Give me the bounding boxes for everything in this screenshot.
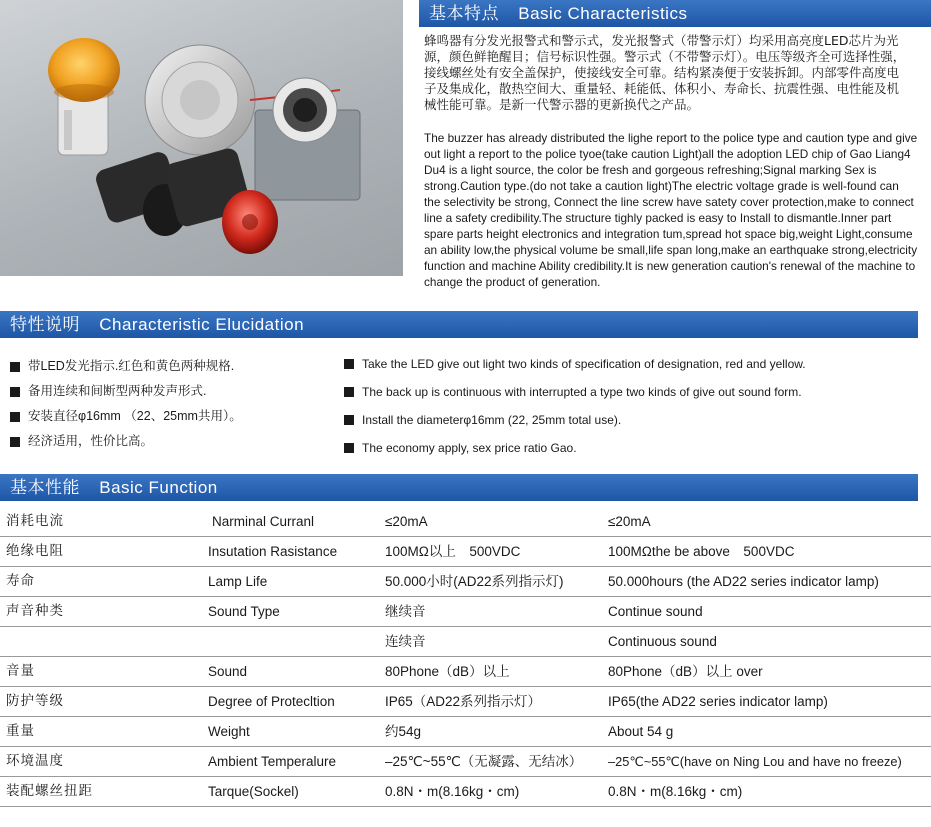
row-label-cn: 绝缘电阻 bbox=[6, 543, 64, 559]
bullet-item: The back up is continuous with interrupted a type two kinds of give out sound form. bbox=[344, 378, 806, 406]
row-value-cn: 100MΩ以上 500VDC bbox=[385, 544, 521, 559]
table-row bbox=[0, 627, 931, 657]
row-value-en: ≤20mA bbox=[608, 514, 651, 529]
row-label-en: Sound Type bbox=[208, 604, 280, 619]
row-value-cn: 约54g bbox=[385, 724, 422, 739]
table-row bbox=[0, 597, 931, 627]
section-header-basic-function bbox=[0, 474, 918, 501]
row-value-en: About 54 g bbox=[608, 724, 674, 739]
row-value-en: Continuous sound bbox=[608, 634, 717, 649]
bullet-item: Install the diameterφ16mm (22, 25mm total use). bbox=[344, 406, 806, 434]
row-label-en: Narminal Curranl bbox=[212, 514, 315, 529]
table-row bbox=[0, 507, 931, 537]
bullet-item: 经济适用，性价比高。 bbox=[10, 429, 242, 454]
row-label-cn: 寿命 bbox=[6, 573, 35, 589]
section-title-cn: 基本特点 bbox=[429, 4, 499, 23]
table-row bbox=[0, 567, 931, 597]
section-header-characteristic-elucidation bbox=[0, 311, 918, 338]
section-title-en: Basic Characteristics bbox=[518, 4, 688, 23]
product-photo-illustration bbox=[0, 0, 403, 276]
row-label-cn: 环境温度 bbox=[6, 753, 64, 769]
bullet-item: 带LED发光指示.红色和黄色两种规格. bbox=[10, 354, 242, 379]
product-photo bbox=[0, 0, 403, 276]
row-label-cn: 消耗电流 bbox=[6, 513, 64, 529]
table-row bbox=[0, 537, 931, 567]
row-value-cn: 连续音 bbox=[385, 634, 426, 649]
bullet-item: 备用连续和间断型两种发声形式. bbox=[10, 379, 242, 404]
table-row bbox=[0, 687, 931, 717]
table-row bbox=[0, 777, 931, 807]
section-title-cn: 特性说明 bbox=[10, 315, 80, 334]
table-row bbox=[0, 717, 931, 747]
section-title-cn: 基本性能 bbox=[10, 478, 80, 497]
row-label-cn: 重量 bbox=[6, 723, 35, 739]
elucidation-bullets-cn bbox=[10, 354, 242, 454]
row-value-en: –25℃~55℃(have on Ning Lou and have no freeze) bbox=[608, 754, 902, 769]
row-value-en: 0.8N・m(8.16kg・cm) bbox=[608, 784, 743, 799]
row-value-cn: 80Phone（dB）以上 bbox=[385, 664, 510, 679]
row-value-en: 50.000hours (the AD22 series indicator lamp) bbox=[608, 574, 879, 589]
row-value-cn: IP65（AD22系列指示灯） bbox=[385, 694, 542, 709]
row-value-cn: 0.8N・m(8.16kg・cm) bbox=[385, 784, 520, 799]
row-value-cn: 50.000小时(AD22系列指示灯) bbox=[385, 574, 564, 589]
row-label-cn: 防护等级 bbox=[6, 693, 64, 709]
row-label-cn: 装配螺丝扭距 bbox=[6, 783, 93, 799]
row-label-en: Sound bbox=[208, 664, 248, 679]
row-label-cn: 声音种类 bbox=[6, 603, 64, 619]
table-row bbox=[0, 747, 931, 777]
characteristics-paragraph-en: The buzzer has already distributed the lighe report to the police type and caution type and give out light a report to the police tyoe(take caution Light)all the adoption LED chip of Gao Liang4 Du4 is a light source, the color be fresh and gorgeous refreshing;Signal marking Sex is strong.Caution type.(do not take a caution light)The electric voltage grade is well-found can the selectivity be strong, Connect the line screw have satety cover protection,make to connect line a safety credibility.The structure tighly packed is easy to Install to dismantle.Inner part spare parts height electronics and integration tum,spread hot space big,weight Light,consume an ability low,the physical volume be small,life span long,make an earthquake strong,electricity function and machine Ability credibility.It is new generation caution's renewal of the machine to change the product of generation. bbox=[424, 131, 918, 289]
bullet-item: Take the LED give out light two kinds of specification of designation, red and yellow. bbox=[344, 350, 806, 378]
row-label-cn: 音量 bbox=[6, 663, 35, 679]
basic-function-table bbox=[0, 507, 931, 807]
row-value-cn: ≤20mA bbox=[385, 514, 428, 529]
row-label-en: Insutation Rasistance bbox=[208, 544, 338, 559]
row-label-en: Lamp Life bbox=[208, 574, 268, 589]
row-value-cn: 继续音 bbox=[385, 604, 426, 619]
row-label-en: Tarque(Sockel) bbox=[208, 784, 299, 799]
bullet-item: 安装直径φ16mm （22、25mm共用）。 bbox=[10, 404, 242, 429]
row-value-cn: –25℃~55℃（无凝露、无结冰） bbox=[385, 754, 583, 769]
row-value-en: Continue sound bbox=[608, 604, 703, 619]
section-title-en: Characteristic Elucidation bbox=[99, 315, 305, 334]
elucidation-bullets-en bbox=[344, 350, 806, 462]
table-row bbox=[0, 657, 931, 687]
section-title-en: Basic Function bbox=[99, 478, 218, 497]
characteristics-paragraph-cn: 蜂鸣器有分发光报警式和警示式，发光报警式（带警示灯）均采用高亮度LED芯片为光源，颜色鲜艳醒目；信号标识性强。警示式（不带警示灯）。电压等级齐全可选择性强，接线螺丝处有安全盖保护，使接线安全可靠。结构紧凑便于安装拆卸。内部零件高度电子及集成化，散热空间大、重量轻、耗能低、体积小、寿命长、抗震性强、电性能及机械性能可靠。是新一代警示器的更新换代之产品。 bbox=[424, 33, 906, 112]
bullet-item: The economy apply, sex price ratio Gao. bbox=[344, 434, 806, 462]
row-label-en: Ambient Temperalure bbox=[208, 754, 337, 769]
row-value-en: 100MΩthe be above 500VDC bbox=[608, 544, 795, 559]
row-value-en: 80Phone（dB）以上 over bbox=[608, 664, 763, 679]
row-value-en: IP65(the AD22 series indicator lamp) bbox=[608, 694, 828, 709]
row-label-en: Degree of Protecltion bbox=[208, 694, 335, 709]
row-label-en: Weight bbox=[208, 724, 250, 739]
section-header-basic-characteristics bbox=[419, 0, 931, 27]
